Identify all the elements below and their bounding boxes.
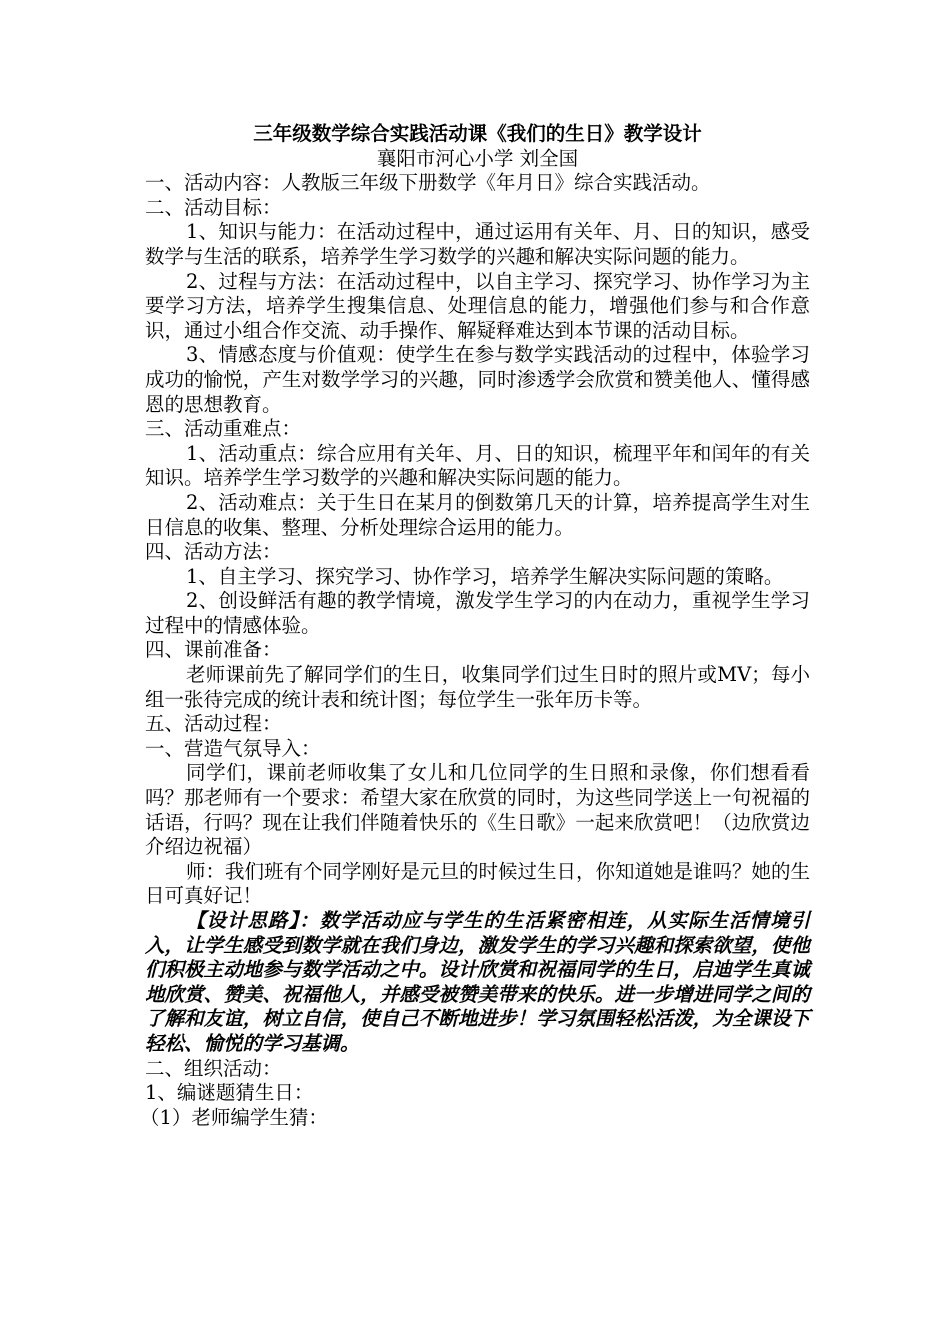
paragraph: 五、活动过程： [145, 712, 282, 736]
paragraph: （1）老师编学生猜： [140, 1105, 328, 1129]
paragraph: 2、过程与方法：在活动过程中，以自主学习、探究学习、协作学习为主要学习方法，培养学生搜集信息、处理信息的能力，增强他们参与和合作意识，通过小组合作交流、动手操作、解疑释难达到本节课的活动目标。 [145, 269, 810, 342]
paragraph: 同学们，课前老师收集了女儿和几位同学的生日照和录像，你们想看看吗？那老师有一个要求：希望大家在欣赏的同时，为这些同学送上一句祝福的话语，行吗？现在让我们伴随着快乐的《生日歌》一起来欣赏吧！（边欣赏边介绍边祝福） [145, 761, 810, 859]
paragraph: 1、活动重点：综合应用有关年、月、日的知识，梳理平年和闰年的有关知识。培养学生学习数学的兴趣和解决实际问题的能力。 [145, 441, 810, 490]
paragraph: 2、创设鲜活有趣的教学情境，激发学生学习的内在动力，重视学生学习过程中的情感体验。 [145, 589, 810, 637]
document-page [140, 122, 811, 1130]
paragraph: 老师课前先了解同学们的生日，收集同学们过生日时的照片或MV；每小组一张待完成的统计表和统计图；每位学生一张年历卡等。 [145, 663, 810, 711]
paragraph: 2、活动难点：关于生日在某月的倒数第几天的计算，培养提高学生对生日信息的收集、整理、分析处理综合运用的能力。 [145, 490, 810, 539]
paragraph: 四、活动方法： [145, 540, 282, 564]
paragraph: 一、活动内容：人教版三年级下册数学《年月日》综合实践活动。 [145, 171, 711, 195]
paragraph: 1、自主学习、探究学习、协作学习，培养学生解决实际问题的策略。 [186, 564, 784, 588]
paragraph: 一、营造气氛导入： [145, 736, 321, 760]
document-title: 三年级数学综合实践活动课《我们的生日》教学设计 [253, 122, 702, 145]
paragraph: 二、组织活动： [145, 1056, 282, 1080]
paragraph: 三、活动重难点： [145, 417, 302, 441]
paragraph: 3、情感态度与价值观：使学生在参与数学实践活动的过程中，体验学习成功的愉悦，产生对数学学习的兴趣，同时渗透学会欣赏和赞美他人、懂得感恩的思想教育。 [145, 343, 810, 416]
paragraph: 四、课前准备： [145, 638, 282, 662]
paragraph: 1、知识与能力：在活动过程中，通过运用有关年、月、日的知识，感受数学与生活的联系，培养学生学习数学的兴趣和解决实际问题的能力。 [145, 220, 810, 268]
paragraph: 1、编谜题猜生日： [145, 1081, 314, 1105]
paragraph: 【设计思路】：数学活动应与学生的生活紧密相连，从实际生活情境引入，让学生感受到数学就在我们身边，激发学生的学习兴趣和探索欲望，使他们积极主动地参与数学活动之中。设计欣赏和祝福同学的生日，启迪学生真诚地欣赏、赞美、祝福他人，并感受被赞美带来的快乐。进一步增进同学之间的了解和友谊，树立自信，使自己不断地进步！学习氛围轻松活泼，为全课设下轻松、愉悦的学习基调。 [145, 909, 810, 1055]
document-body [140, 171, 811, 1130]
paragraph: 师：我们班有个同学刚好是元旦的时候过生日，你知道她是谁吗？她的生日可真好记！ [145, 859, 811, 908]
document-author: 襄阳市河心小学 刘全国 [376, 146, 579, 170]
paragraph: 二、活动目标： [145, 195, 282, 219]
